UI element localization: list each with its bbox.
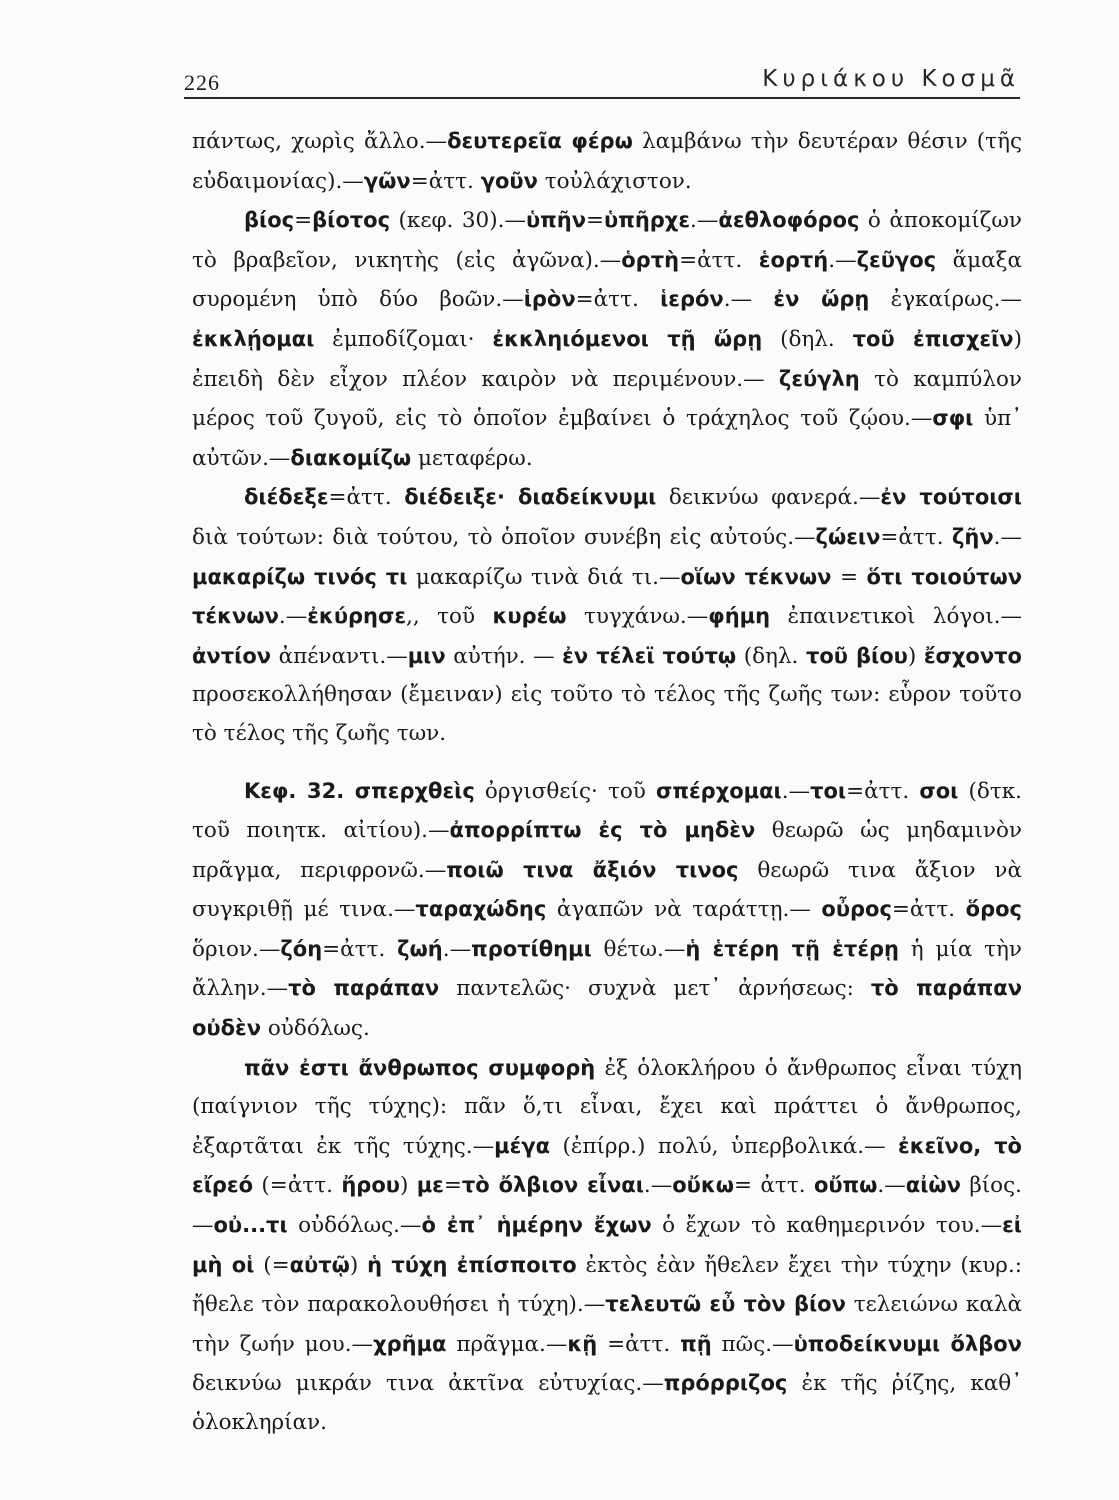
text-run: .— (442, 936, 472, 962)
bold-term: ὑπῆν (525, 208, 587, 233)
bold-term: με (416, 1173, 444, 1198)
bold-term: πῇ (680, 1331, 712, 1356)
bold-term: ἐν ὥρῃ (773, 287, 870, 312)
bold-term: ζεῦγος (856, 247, 937, 272)
bold-term: μέγα (494, 1133, 551, 1158)
paragraph (192, 122, 1022, 201)
text-run: οὐδόλως.— (287, 1213, 422, 1239)
text-run: ὀργισθείς· τοῦ (474, 778, 656, 804)
text-run: .— (643, 1173, 673, 1199)
text-run: =ἀττ. (880, 524, 952, 550)
text-run: =ἀττ. (328, 485, 405, 511)
text-run: τελειώνω καλὰ τὴν ζωήν μου.— (192, 1292, 1022, 1357)
bold-term: σφι (932, 406, 974, 431)
bold-term: δευτερεῖα φέρω (447, 129, 633, 153)
paragraph (192, 772, 1022, 1049)
bold-term: ἑορτή (758, 247, 829, 272)
text-run: οὐδόλως. (261, 1016, 370, 1042)
text-run: .— (781, 778, 811, 804)
text-run: διὰ τούτων: διὰ τούτου, τὸ ὁποῖον συνέβη εἰς αὐτούς.— (192, 524, 816, 550)
text-run: μακαρίζω τινὰ διά τι.— (407, 564, 681, 590)
bold-term: κῇ (567, 1331, 598, 1356)
text-run: λαμβάνω τὴν δευτέραν θέσιν (τῆς εὐδαιμονίας).— (192, 129, 1023, 194)
bold-term: ὁρτὴ (621, 247, 680, 272)
bold-term: γῶν (363, 168, 411, 193)
bold-term: ἐν τέλεϊ τούτῳ (562, 643, 737, 668)
text-run: =ἀττ. (322, 936, 398, 962)
text-run: = (294, 208, 313, 234)
bold-term: οὖρος (821, 897, 892, 922)
text-run: τυγχάνω.— (566, 604, 709, 630)
text-run: ὁ ἔχων τὸ καθημερινόν του.— (651, 1213, 1003, 1239)
header-rule (184, 97, 1020, 99)
text-run: προσεκολλήθησαν (ἔμειναν) εἰς τοῦτο τὸ τέλος τῆς ζωῆς των: εὗρον τοῦτο τὸ τέλος τῆς ζωῆς των. (192, 682, 1022, 746)
bold-term: ζόη (280, 936, 323, 961)
text-run: =ἀττ. (575, 287, 661, 313)
text-run: τὸ καμπύλον μέρος τοῦ ζυγοῦ, εἰς τὸ ὁποῖον ἐμβαίνει ὁ τράχηλος τοῦ ζῴου.— (192, 366, 1022, 432)
text-run: =ἀττ. (846, 778, 920, 804)
text-run: ἀγαπῶν νὰ ταράττῃ.— (546, 897, 822, 923)
text-run: παντελῶς· συχνὰ μετ᾽ ἀρνήσεως: (439, 976, 871, 1002)
bold-term: ζωή (397, 936, 443, 961)
text-run: αὐτήν. — (445, 643, 563, 669)
bold-term: ὅτι τοιούτων τέκνων (192, 564, 1022, 629)
bold-term: ἱρὸν (523, 287, 576, 312)
text-run: .— (690, 208, 719, 234)
bold-term: ἡ τύχη ἐπίσποιτο (367, 1252, 577, 1277)
text-run: =ἀττ. (679, 247, 759, 273)
bold-term: ἐκκληιόμενοι τῇ ὥρῃ (492, 326, 763, 351)
bold-term: αἰὼν (905, 1173, 961, 1198)
text-run: θεωρῶ τινα ἄξιον νὰ συγκριθῇ μέ τινα.— (192, 857, 1022, 923)
bold-term: χρῆμα (373, 1331, 447, 1356)
bold-term: οὔπω (813, 1173, 878, 1198)
bold-term: κυρέω (492, 604, 567, 629)
text-run: θεωρῶ ὡς μηδαμινὸν πρᾶγμα, περιφρονῶ.— (192, 818, 1023, 883)
text-run: =ἀττ. (891, 897, 966, 923)
text-run: πρᾶγμα.— (446, 1331, 568, 1357)
text-run: (κεφ. 30).— (390, 208, 526, 234)
bold-term: ἀεθλοφόρος (718, 208, 860, 233)
page-body (192, 122, 1022, 1443)
bold-term: ζώειν (815, 524, 881, 549)
text-run: (δηλ. (762, 326, 853, 352)
bold-term: ὑπῆρχε (604, 208, 691, 233)
text-run: ἐμποδίζομαι· (314, 326, 493, 352)
text-run: (δτκ. τοῦ ποιητκ. αἰτίου).— (192, 778, 1022, 844)
bold-term: τελευτῶ εὖ τὸν βίον (605, 1292, 846, 1317)
bold-term: διακομίζω (290, 445, 412, 470)
text-run: θέτω.— (591, 936, 686, 962)
text-run: = ἀττ. (734, 1173, 814, 1199)
bold-term: βίοτος (312, 208, 391, 233)
text-run: πῶς.— (711, 1331, 794, 1357)
bold-term: Κεφ. 32. σπερχθεὶς (244, 778, 475, 803)
text-run: ἐκ τῆς ῥίζης, καθ᾽ ὁλοκληρίαν. (192, 1371, 1022, 1435)
text-run: τοὐλάχιστον. (537, 168, 692, 194)
text-run: ,, τοῦ (406, 604, 493, 630)
text-run: (=ἀττ. (253, 1173, 342, 1199)
text-run: ) (349, 1252, 368, 1278)
bold-term: ὅρος (965, 897, 1022, 922)
bold-term: οὐ...τι (213, 1213, 288, 1238)
text-run: ) (907, 643, 924, 669)
text-run: (δηλ. (736, 643, 806, 669)
bold-term: ἐκκλῄομαι (192, 326, 315, 351)
paragraph (192, 1049, 1022, 1443)
text-run: .— (993, 524, 1022, 550)
text-run: δεικνύω μικράν τινα ἀκτῖνα εὐτυχίας.— (192, 1371, 664, 1397)
bold-term: οὔκω (672, 1173, 735, 1198)
text-run: ὅριον.— (192, 936, 281, 962)
bold-term: ὑποδείκνυμι ὄλβον (793, 1331, 1022, 1356)
text-run: =ἀττ. (410, 168, 481, 194)
paragraph (192, 478, 1022, 753)
text-run: .— (877, 1173, 906, 1199)
text-run: ἐπαινετικοὶ λόγοι.— (770, 604, 1022, 630)
bold-term: ἀντίον (192, 643, 272, 668)
bold-term: προτίθημι (471, 936, 592, 961)
bold-term: εἰ μὴ οἱ (192, 1213, 1022, 1277)
text-run: = (443, 1173, 462, 1199)
bold-term: ἐν τούτοισι (880, 485, 1022, 510)
text-run: ) ἐπειδὴ δὲν εἶχον πλέον καιρὸν νὰ περιμένουν.— (192, 326, 1022, 392)
bold-term: ποιῶ τινα ἄξιόν τινος (446, 857, 739, 882)
bold-term: ἤρου (341, 1173, 400, 1198)
text-run: βίος.— (192, 1173, 1022, 1239)
bold-term: αὐτῷ (289, 1252, 350, 1277)
running-head: Κυριάκου Κοσμᾶ (762, 66, 1020, 92)
bold-term: σπέρχομαι (656, 778, 782, 803)
text-run: ἐξ ὁλοκλήρου ὁ ἄνθρωπος εἶναι τύχη (παίγνιον τῆς τύχης): πᾶν ὅ,τι εἶναι, ἔχει καὶ πράττει ὁ ἄνθρωπος, ἐξαρτᾶται ἐκ τῆς τύχης.— (192, 1055, 1022, 1159)
text-run: (= (254, 1252, 290, 1278)
text-run: (ἐπίρρ.) πολύ, ὑπερβολικά.— (550, 1133, 899, 1159)
text-run: πάντως, χωρὶς ἄλλο.— (192, 129, 448, 154)
text-run: = (586, 208, 605, 234)
bold-term: γοῦν (480, 168, 538, 193)
bold-term: τοι (810, 778, 847, 803)
text-run: ἐκτὸς ἐὰν ἤθελεν ἔχει τὴν τύχην (κυρ.: ἤθελε τὸν παρακολουθήσει ἡ τύχη).— (192, 1252, 1022, 1318)
text-run: = (831, 564, 867, 590)
bold-term: φήμη (708, 604, 771, 629)
bold-term: ἔσχοντο (923, 643, 1022, 668)
bold-term: βίος (244, 208, 295, 233)
bold-term: ἀπορρίπτω ἐς τὸ μηδὲν (449, 818, 756, 843)
page-number: 226 (184, 70, 220, 95)
page-header (184, 58, 1020, 98)
bold-term: τὸ παράπαν (288, 976, 440, 1001)
bold-term: διέδεξε (244, 485, 329, 510)
text-run: ὑπ᾽ αὐτῶν.— (192, 406, 1022, 471)
text-run: .— (723, 287, 774, 313)
text-run: ἀπέναντι.— (271, 643, 408, 669)
bold-term: διέδειξε· διαδείκνυμι (404, 485, 657, 510)
text-run: .— (828, 247, 857, 273)
text-run: ) (399, 1173, 417, 1199)
bold-term: τὸ παράπαν οὐδὲν (192, 976, 1023, 1041)
text-run: ἅμαξα συρομένη ὑπὸ δύο βοῶν.— (192, 247, 1022, 313)
bold-term: μακαρίζω τινός τι (192, 564, 408, 589)
text-run: δεικνύω φανερά.— (656, 485, 881, 511)
bold-term: πᾶν ἐστι ἄνθρωπος συμφορὴ (244, 1055, 596, 1080)
bold-term: μιν (407, 643, 446, 668)
text-run: ἡ μία τὴν ἄλλην.— (192, 936, 1022, 1002)
bold-term: ταραχώδης (415, 897, 547, 922)
bold-term: ἡ ἑτέρη τῇ ἑτέρῃ (685, 936, 899, 961)
bold-term: ὁ ἐπ᾽ ἡμέρην ἔχων (421, 1213, 652, 1238)
text-run: μεταφέρω. (411, 445, 533, 471)
text-run: ὁ ἀποκομίζων τὸ βραβεῖον, νικητὴς (εἰς ἀγῶνα).— (192, 208, 1022, 273)
bold-term: τοῦ ἐπισχεῖν (852, 326, 1014, 351)
text-run: .— (278, 604, 308, 630)
paragraph (192, 201, 1022, 478)
bold-term: τὸ ὄλβιον εἶναι (461, 1173, 644, 1198)
bold-term: ἱερόν (660, 287, 724, 312)
text-run: =ἀττ. (597, 1331, 681, 1357)
bold-term: ζεύγλη (778, 366, 860, 391)
bold-term: οἵων τέκνων (680, 564, 832, 589)
text-run: ἐγκαίρως.— (869, 287, 1022, 313)
bold-term: ζῆν (951, 524, 994, 549)
bold-term: πρόρριζος (663, 1371, 788, 1396)
bold-term: τοῦ βίου (805, 643, 908, 668)
bold-term: σοι (919, 778, 959, 803)
bold-term: ἐκύρησε (307, 604, 407, 629)
bold-term: ἐκεῖνο, τὸ εἴρεό (192, 1133, 1022, 1198)
